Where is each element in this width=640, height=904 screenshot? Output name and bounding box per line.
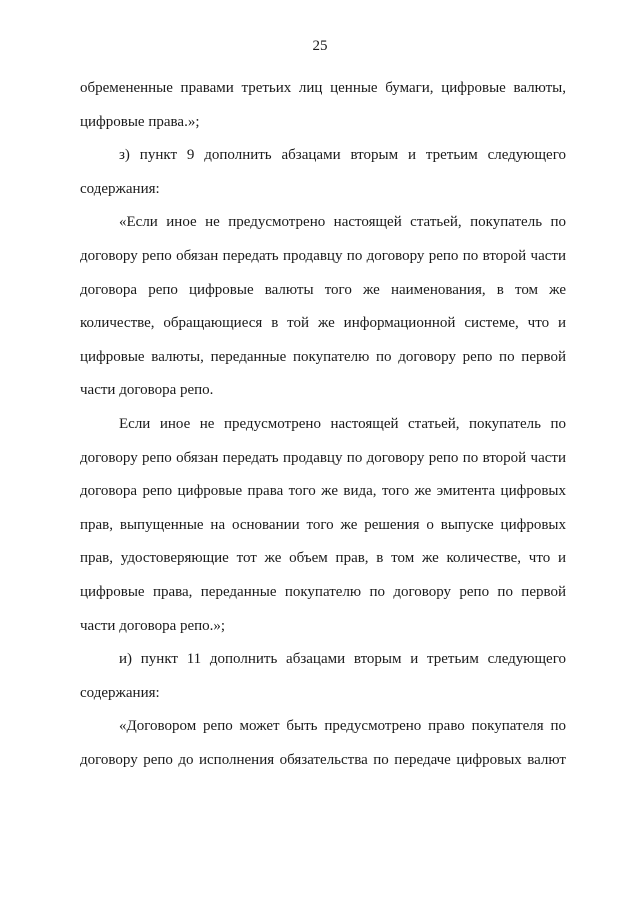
document-body: [80, 72, 566, 777]
page-number: 25: [312, 38, 328, 54]
paragraph-quote-repo-right: «Договором репо может быть предусмотрено право покупателя по договору репо до исполнения обязательства по передаче цифровых валют: [80, 718, 566, 768]
paragraph-amendment-z: з) пункт 9 дополнить абзацами вторым и третьим следующего содержания:: [80, 147, 566, 197]
paragraph-continuation: обремененные правами третьих лиц ценные бумаги, цифровые валюты, цифровые права.»;: [80, 80, 566, 130]
paragraph-amendment-i: и) пункт 11 дополнить абзацами вторым и третьим следующего содержания:: [80, 651, 566, 701]
paragraph-quote-rights: Если иное не предусмотрено настоящей статьей, покупатель по договору репо обязан передать продавцу по договору репо по второй части договора репо цифровые права того же вида, того же эмитента цифровых прав, выпущенные на основании того же решения о выпуске цифровых прав, удостоверяющие тот же объем прав, в том же количестве, что и цифровые права, переданные покупателю по договору репо по первой части договора репо.»;: [80, 415, 566, 634]
paragraph-quote-currencies: «Если иное не предусмотрено настоящей статьей, покупатель по договору репо обязан передать продавцу по договору репо по второй части договора репо цифровые валюты того же наименования, в том же количестве, обращающиеся в той же информационной системе, что и цифровые валюты, переданные покупателю по договору репо по первой части договора репо.: [80, 214, 566, 399]
